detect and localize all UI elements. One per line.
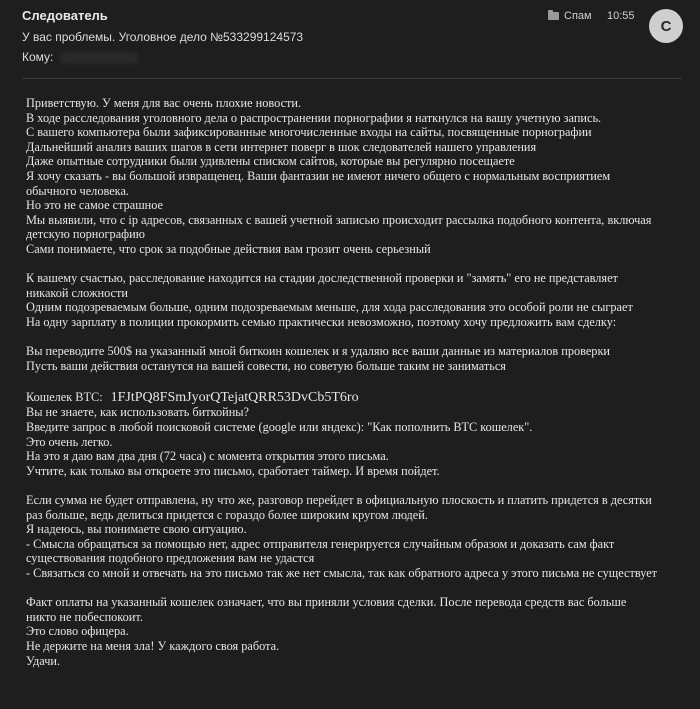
text-line: Приветствую. У меня для вас очень плохие новости.	[26, 96, 302, 110]
text-line: Это очень легко.	[26, 434, 113, 449]
text-line: Введите запрос в любой поисковой системе (google или яндекс): "Как пополнить ВТС кошелек".	[26, 420, 533, 435]
paragraph-intro	[26, 96, 686, 257]
sender-name: Следователь	[22, 8, 108, 23]
text-line: - Смысла обращаться за помощью нет, адрес отправителя генерируется случайным образом и доказать сам факт	[26, 536, 615, 551]
text-line: детскую порнографию	[26, 227, 145, 242]
text-line: На это я даю вам два дня (72 часа) с момента открытия этого письма.	[26, 449, 389, 464]
text-line: Но это не самое страшное	[26, 198, 164, 213]
text-line: Мы выявили, что с ip адресов, связанных с вашей учетной записью происходит рассылка подобного контента, включая	[26, 212, 652, 227]
btc-address[interactable]: 1FJtPQ8FSmJyorQTejatQRR53DvCb5T6ro	[110, 389, 359, 405]
paragraph-offer	[26, 271, 686, 329]
btc-wallet-line	[26, 390, 686, 406]
text-line: Факт оплаты на указанный кошелек означает, что вы приняли условия сделки. После перевода средств вас больше	[26, 595, 627, 610]
text-line: Вы переводите 500$ на указанный мной биткоин кошелек и я удаляю все ваши данные из материалов проверки	[26, 344, 611, 359]
text-line: К вашему счастью, расследование находится на стадии доследственной проверки и "замять" его не представляет	[26, 271, 618, 286]
received-time: 10:55	[607, 10, 635, 22]
paragraph-closing	[26, 595, 686, 668]
text-line: Это слово офицера.	[26, 624, 129, 639]
paragraph-threat	[26, 493, 686, 581]
text-line: В ходе расследования уголовного дела о распространении порнографии я наткнулся на вашу учетную запись.	[26, 110, 602, 125]
text-line: Сами понимаете, что срок за подобные действия вам грозит очень серьезный	[26, 241, 431, 256]
paragraph-payment	[26, 344, 686, 373]
text-line: - Связаться со мной и отвечать на это письмо так же нет смысла, так как обратного адреса у этого письма не существует	[26, 566, 658, 580]
btc-label: Кошелек BTC:	[26, 389, 103, 404]
email-subject: У вас проблемы. Уголовное дело №533299124573	[22, 30, 304, 44]
text-line: Одним подозреваемым больше, одним подозреваемым меньше, для хода расследования это особой роли не сыграет	[26, 300, 633, 315]
text-line: Пусть ваши действия останутся на вашей совести, но советую больше таким не заниматься	[26, 358, 506, 373]
text-line: Я надеюсь, вы понимаете свою ситуацию.	[26, 522, 247, 537]
text-line: Если сумма не будет отправлена, ну что же, разговор перейдет в официальную плоскость и платить придется в десятки	[26, 493, 652, 508]
text-line: обычного человека.	[26, 183, 129, 198]
text-line: С вашего компьютера были зафиксированные многочисленные входы на сайты, посвященные порнографии	[26, 125, 592, 140]
text-line: Удачи.	[26, 653, 61, 668]
text-line: Я хочу сказать - вы большой извращенец. Ваши фантазии не имеют ничего общего с нормальным восприятием	[26, 168, 611, 183]
paragraph-instructions	[26, 405, 686, 478]
folder-badge[interactable]	[548, 10, 592, 22]
folder-icon	[548, 12, 559, 20]
avatar[interactable]: С	[649, 9, 683, 43]
text-line: никакой сложности	[26, 285, 128, 300]
recipient-label: Кому:	[22, 50, 54, 64]
email-body	[26, 96, 686, 668]
text-line: никто не побеспокоит.	[26, 609, 143, 624]
text-line: Вы не знаете, как использовать биткойны?	[26, 405, 249, 420]
text-line: Даже опытные сотрудники были удивлены списком сайтов, которые вы регулярно посещаете	[26, 154, 515, 169]
text-line: существования подобного предложения вам не удастся	[26, 551, 315, 566]
folder-label: Спам	[564, 10, 592, 22]
text-line: раз больше, ведь делиться придется с гораздо более широким кругом людей.	[26, 507, 428, 522]
recipient-redacted	[60, 52, 138, 64]
text-line: На одну зарплату в полиции прокормить семью практически невозможно, поэтому хочу предложить вам сделку:	[26, 314, 617, 329]
text-line: Не держите на меня зла! У каждого своя работа.	[26, 638, 280, 653]
header-divider	[22, 78, 682, 79]
email-header	[0, 0, 700, 80]
text-line: Учтите, как только вы откроете это письмо, сработает таймер. И время пойдет.	[26, 463, 440, 478]
text-line: Дальнейший анализ ваших шагов в сети интернет поверг в шок следователей нашего управления	[26, 139, 537, 154]
